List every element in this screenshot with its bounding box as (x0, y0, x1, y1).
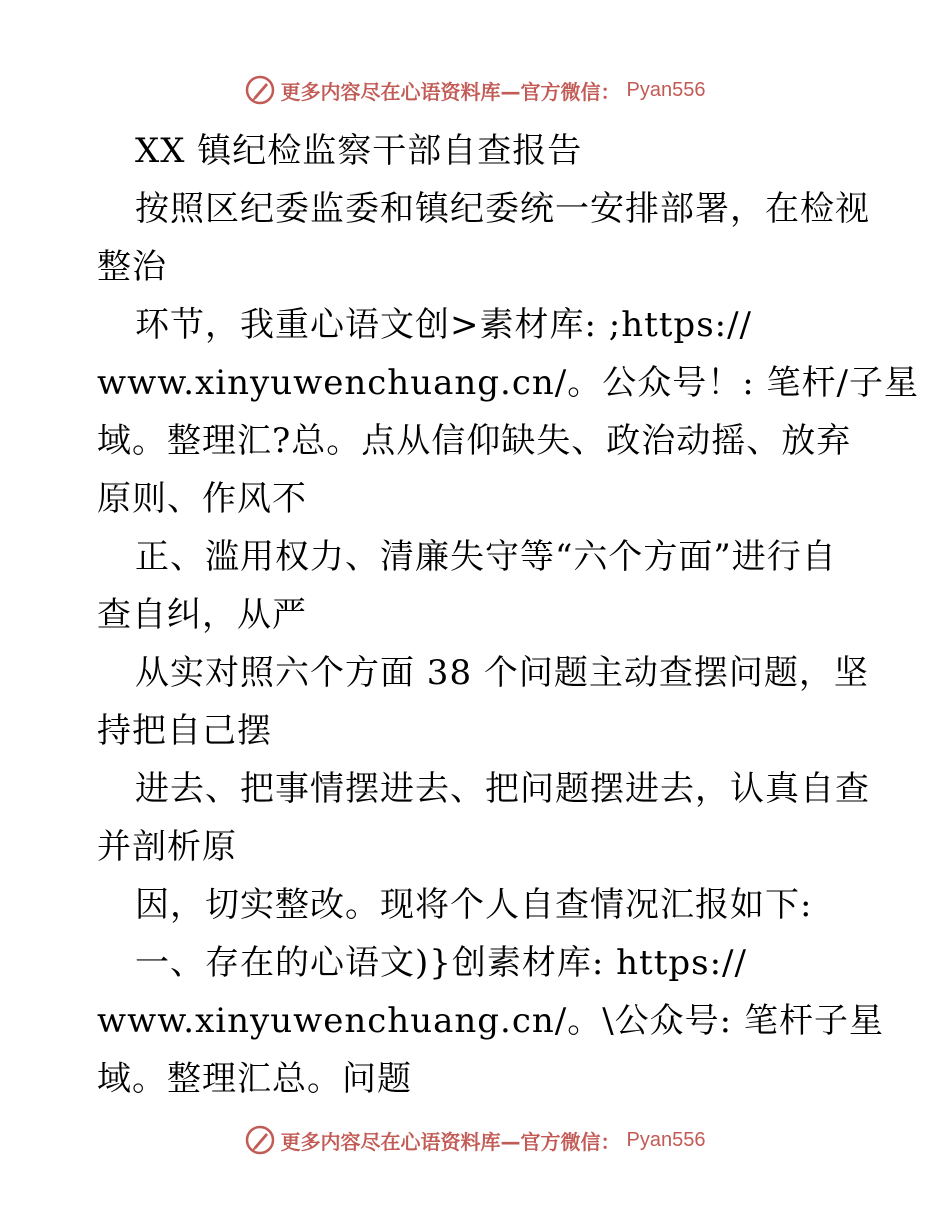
paragraph-line: 从实对照六个方面 38 个问题主动查摆问题，坚 (135, 653, 869, 693)
paragraph-line: 环节，我重心语文创>素材库: ;https:// (135, 305, 753, 345)
quill-seal-icon (245, 75, 275, 105)
footer-banner-content (245, 1125, 706, 1155)
paragraph-line: 域。整理汇总。问题 (97, 1059, 412, 1099)
header-banner-content (245, 75, 706, 105)
document-body (97, 122, 919, 1108)
paragraph-line: 查自纠，从严 (97, 595, 307, 635)
quill-seal-icon (245, 1125, 275, 1155)
paragraph-line: 因，切实整改。现将个人自查情况汇报如下: (135, 885, 813, 925)
footer-wechat-account: Pyan556 (626, 1128, 706, 1151)
paragraph-line: 原则、作风不 (97, 479, 307, 519)
paragraph-line: 整治 (97, 247, 167, 287)
footer-banner (0, 1120, 950, 1160)
paragraph-line: 域。整理汇?总。点从信仰缺失、政治动摇、放弃 (97, 421, 852, 461)
paragraph-line: 进去、把事情摆进去、把问题摆进去，认真自查 (135, 769, 870, 809)
paragraph-line: 正、滥用权力、清廉失守等“六个方面”进行自 (135, 537, 837, 577)
header-banner-text: 更多内容尽在心语资料库—官方微信： (280, 79, 621, 104)
section-heading-line: 一、存在的心语文)}创素材库: https:// (135, 943, 747, 983)
paragraph-line: www.xinyuwenchuang.cn/。\公众号: 笔杆子星 (97, 1001, 884, 1041)
header-banner (0, 70, 950, 110)
document-title: XX 镇纪检监察干部自查报告 (135, 131, 583, 171)
header-wechat-account: Pyan556 (626, 78, 706, 101)
paragraph-line: 按照区纪委监委和镇纪委统一安排部署，在检视 (135, 189, 870, 229)
paragraph-line: 并剖析原 (97, 827, 237, 867)
paragraph-line: www.xinyuwenchuang.cn/。公众号！: 笔杆/子星 (97, 363, 919, 403)
paragraph-line: 持把自己摆 (97, 711, 272, 751)
footer-banner-text: 更多内容尽在心语资料库—官方微信： (280, 1129, 621, 1154)
